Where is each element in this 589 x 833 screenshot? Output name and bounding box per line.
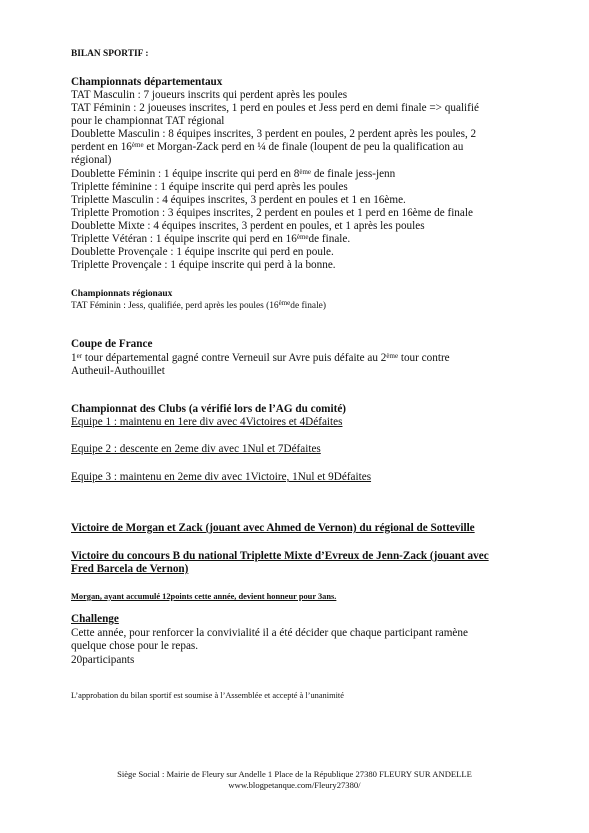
dept-line: Doublette Mixte : 4 équipes inscrites, 3 perdent en poules, et 1 après les poules [71,220,425,232]
victoire-evreux-line-2: Fred Barcela de Vernon) [71,563,189,575]
coupe-heading: Coupe de France [71,338,153,350]
dept-line: Doublette Féminin : 1 équipe inscrite qui perd en 8ème de finale jess-jenn [71,168,396,180]
dept-line: Triplette Promotion : 3 équipes inscrites, 2 perdent en poules et 1 perd en 16ème de finale [71,207,473,219]
dept-line: Triplette Provençale : 1 équipe inscrite qui perd à la bonne. [71,259,336,271]
dept-line: régional) [71,154,112,166]
dept-line: Triplette Masculin : 4 équipes inscrites, 3 perdent en poules et 1 en 16ème. [71,194,406,206]
regional-heading: Championnats régionaux [71,289,173,299]
dept-line: TAT Masculin : 7 joueurs inscrits qui perdent après les poules [71,89,348,101]
dept-line: Doublette Provençale : 1 équipe inscrite qui perd en poule. [71,246,334,258]
approbation-text: L’approbation du bilan sportif est soumise à l’Assemblée et accepté à l’unanimité [71,691,344,700]
dept-line: perdent en 16ème et Morgan-Zack perd en ¼ de finale (loupent de peu la qualification au [71,141,464,153]
coupe-line: 1er tour départemental gagné contre Verneuil sur Avre puis défaite au 2ème tour contre [71,352,450,364]
bilan-title: BILAN SPORTIF : [71,49,149,59]
dept-line: TAT Féminin : 2 joueuses inscrites, 1 perd en poules et Jess perd en demi finale => qualifié [71,102,479,114]
challenge-line: quelque chose pour le repas. [71,640,199,652]
dept-line: Triplette Vétéran : 1 équipe inscrite qui perd en 16èmede finale. [71,233,351,245]
dept-line: pour le championnat TAT régional [71,115,225,127]
dept-line: Triplette féminine : 1 équipe inscrite qui perd après les poules [71,181,348,193]
victoire-sotteville: Victoire de Morgan et Zack (jouant avec Ahmed de Vernon) du régional de Sotteville [71,522,475,534]
regional-line: TAT Féminin : Jess, qualifiée, perd après les poules (16èmede finale) [71,299,326,311]
clubs-heading: Championnat des Clubs (a vérifié lors de l’AG du comité) [71,403,347,415]
clubs-equipe-1: Equipe 1 : maintenu en 1ere div avec 4Victoires et 4Défaites [71,416,343,428]
morgan-honneur: Morgan, ayant accumulé 12points cette année, devient honneur pour 3ans. [71,592,337,601]
dept-line: Doublette Masculin : 8 équipes inscrites, 3 perdent en poules, 2 perdent après les poules, 2 [71,128,477,140]
clubs-equipe-3: Equipe 3 : maintenu en 2eme div avec 1Victoire, 1Nul et 9Défaites [71,471,372,483]
challenge-heading: Challenge [71,613,119,625]
coupe-line: Autheuil-Authouillet [71,365,165,377]
victoire-evreux-line-1: Victoire du concours B du national Triplette Mixte d’Evreux de Jenn-Zack (jouant avec [71,550,489,562]
challenge-participants: 20participants [71,654,135,666]
footer-website: www.blogpetanque.com/Fleury27380/ [228,780,361,790]
footer-address: Siège Social : Mairie de Fleury sur Andelle 1 Place de la République 27380 FLEURY SUR ANDELLE [117,769,472,779]
dept-heading: Championnats départementaux [71,76,223,88]
clubs-equipe-2: Equipe 2 : descente en 2eme div avec 1Nul et 7Défaites [71,443,321,455]
challenge-line: Cette année, pour renforcer la convivialité il a été décider que chaque participant ramène [71,627,468,639]
